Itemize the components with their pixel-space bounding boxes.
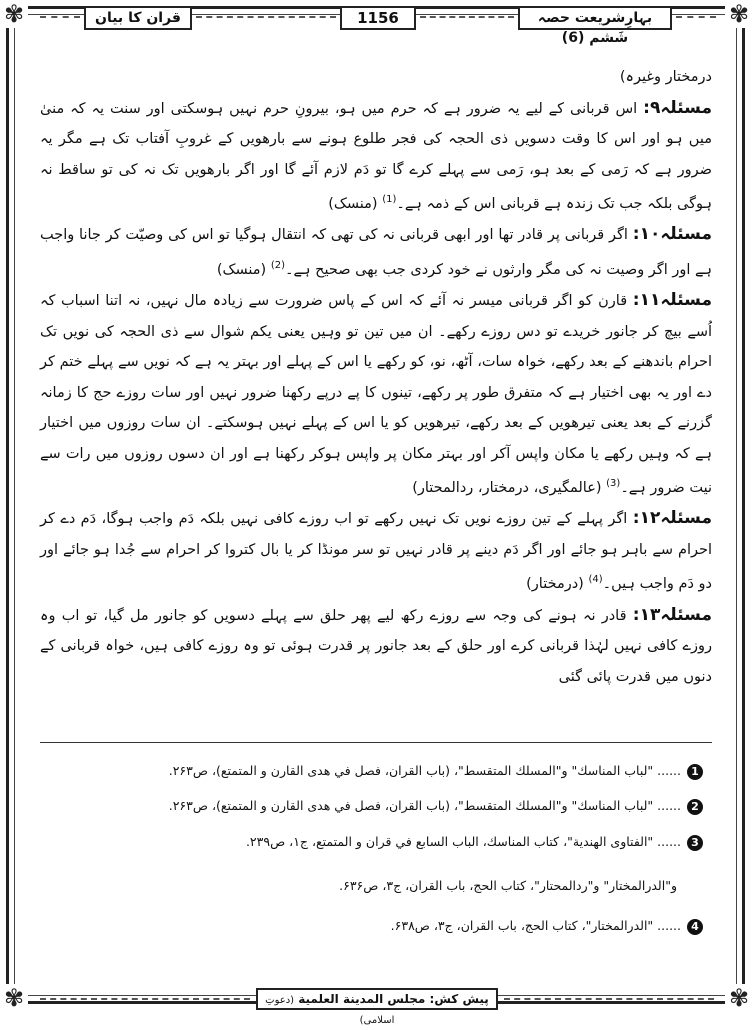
footnote-text: ...... "لباب المناسك" و"المسلك المتقسط"، (باب القران، فصل في هدى القارن و المتمتع)، ص۲۶۳. <box>168 763 681 778</box>
masala-label: مسئلہ۱۱: <box>632 290 712 311</box>
masala-label: مسئلہ۱۳: <box>632 604 712 625</box>
masala-text: اگر پہلے کے تین روزے نویں تک نہیں رکھے تو اب روزے کافی نہیں بلکہ دَم واجب ہوگا، دَم دے کر احرام سے باہر ہو جائے اور اگر دَم دینے پر قادر نہیں تو سر مونڈا کر یا بال کتروا کر احرام سے جُدا ہو جائے اور دو دَم واجب ہیں۔ <box>40 511 712 593</box>
page-number-text: 1156 <box>357 9 399 27</box>
footnote-4 <box>103 917 703 935</box>
source-citation: (منسک) <box>216 261 267 278</box>
source-citation: (درمختار) <box>526 576 584 593</box>
footnote-3-continued <box>97 877 677 895</box>
footnote-number-badge: 1 <box>687 764 703 780</box>
footer-label: پیش کش: <box>429 992 489 1006</box>
footnote-1 <box>103 762 703 780</box>
footnote-number-badge: 4 <box>687 919 703 935</box>
source-citation: (عالمگیری، درمختار، ردالمحتار) <box>412 479 602 496</box>
chapter-title-text: قران کا بیان <box>95 10 181 26</box>
masala-text: قادر نہ ہونے کی وجہ سے روزے رکھ لیے پھر حلق سے پہلے دسویں کو جانور مل گیا، تو اب وہ روزے کافی نہیں لہٰذا قربانی کرے اور حلق کے بعد جانور پر قدرت ہوئی تو وہ روزے کافی ہیں، خواہ قربانی کے دنوں میں قدرت پائی گئی <box>40 607 712 685</box>
header-ornament-line <box>196 16 336 18</box>
footnote-separator <box>40 742 712 743</box>
masala-paragraph <box>40 600 712 693</box>
corner-ornament-top-left: ✾ <box>0 0 28 28</box>
page-number <box>340 6 416 30</box>
footnote-ref[interactable]: (4) <box>588 574 603 586</box>
footer-ornament-line <box>504 998 714 1000</box>
masala-text: اگر قربانی پر قادر تھا اور ابھی قربانی نہ کی تھی کہ انتقال ہوگیا تو اس کی وصیّت کر جانا واجب ہے اور اگر وصیت نہ کی مگر وارثوں نے خود کردی جب بھی صحیح ہے۔ <box>40 227 712 278</box>
header-ornament-line <box>40 16 80 18</box>
footer-ornament-line <box>40 998 250 1000</box>
masala-label: مسئلہ۹: <box>643 97 712 118</box>
masala-label: مسئلہ۱۲: <box>632 508 713 529</box>
masala-text: اس قربانی کے لیے یہ ضرور ہے کہ حرم میں ہو، بیرونِ حرم نہیں ہوسکتی اور سنت یہ کہ منیٰ میں ہو اور اس کا وقت دسویں ذی الحجہ کی فجر طلوع ہونے سے بارھویں کے غروبِ آفتاب تک ہے مگر یہ ضرور ہے کہ رَمی کے بعد ہو، رَمی سے پہلے کرے گا تو دَم لازم آئے گا اور اگر بارھویں تک نہ کی تو ساقط نہ ہوگی بلکہ جب تک زندہ ہے قربانی اس کے ذمہ ہے۔ <box>40 100 712 212</box>
footnote-ref[interactable]: (1) <box>382 194 397 205</box>
footnote-text: ...... "لباب المناسك" و"المسلك المتقسط"، (باب القران، فصل في هدى القارن و المتمتع)، ص۲۶۳. <box>168 798 681 813</box>
publisher-subtitle: (دعوتِ اسلامی) <box>265 995 395 1026</box>
corner-ornament-bottom-right: ✾ <box>725 984 753 1012</box>
header-ornament-line <box>676 16 716 18</box>
footnote-ref[interactable]: (2) <box>270 259 286 271</box>
masala-paragraph <box>40 503 712 599</box>
masala-text: قارن کو اگر قربانی میسر نہ آئے کہ اس کے پاس ضرورت سے زیادہ مال نہیں، نہ اتنا اسباب کہ اُسے بیچ کر جانور خریدے تو دس روزے رکھے۔ ان میں تین تو وہیں یعنی یکم شوال سے ذی الحجہ کی نویں تک احرام باندھنے کے بعد رکھے، خواہ سات، آٹھ، نو، کو رکھے یا اس کے پہلے اور بہتر یہ ہے کہ نویں سے پہلے ختم کر دے اور یہ بھی اختیار ہے کہ متفرق طور پر رکھے، تینوں کا پے درپے رکھنا ضرور نہیں اور سات روزے حج کا زمانہ گزرنے کے بعد یعنی تیرھویں کے بعد رکھے، تیرھویں کو یا اس کے پہلے نہیں ہوسکتے۔ ان سات روزوں میں اختیار ہے کہ وہیں رکھے یا مکان واپس آکر اور بہتر مکان پر واپس ہوکر رکھنا ہے اور ان دسوں روزوں میں رات سے نیت ضرور ہے۔ <box>40 293 712 496</box>
book-title-text: بہارِشریعت حصہ شَشم (6) <box>537 10 653 46</box>
footnote-text: و"الدرالمختار" و"ردالمحتار"، كتاب الحج، باب القران، ج۳، ص۶۳۶. <box>339 878 677 893</box>
book-title <box>518 6 672 46</box>
intro-text: درمختار وغیرہ) <box>619 69 712 85</box>
footnote-text: ...... "الفتاوى الهندية"، كتاب المناسك، الباب السابع في قران و المتمتع، ج۱، ص۲۳۹. <box>245 834 681 849</box>
masala-paragraph <box>40 219 712 285</box>
footnote-text: ...... "الدرالمختار"، كتاب الحج، باب القران، ج۳، ص۶۳۸. <box>390 918 681 933</box>
chapter-title <box>84 6 192 30</box>
footnote-number-badge: 3 <box>687 835 703 851</box>
footnote-2 <box>103 797 703 815</box>
corner-ornament-top-right: ✾ <box>725 0 753 28</box>
footnote-number-badge: 2 <box>687 799 703 815</box>
corner-ornament-bottom-left: ✾ <box>0 984 28 1012</box>
masala-paragraph <box>40 285 712 503</box>
publisher-name: مجلس المدينة العلمية <box>298 992 426 1006</box>
footnote-ref[interactable]: (3) <box>606 478 621 490</box>
header-ornament-line <box>420 16 514 18</box>
publisher-footer <box>256 988 498 1026</box>
masala-paragraph <box>40 93 712 220</box>
masala-label: مسئلہ۱۰: <box>632 224 712 245</box>
main-text <box>40 62 712 692</box>
footnote-3 <box>103 833 703 851</box>
source-citation: (منسک) <box>328 195 378 212</box>
intro-line <box>40 62 712 93</box>
